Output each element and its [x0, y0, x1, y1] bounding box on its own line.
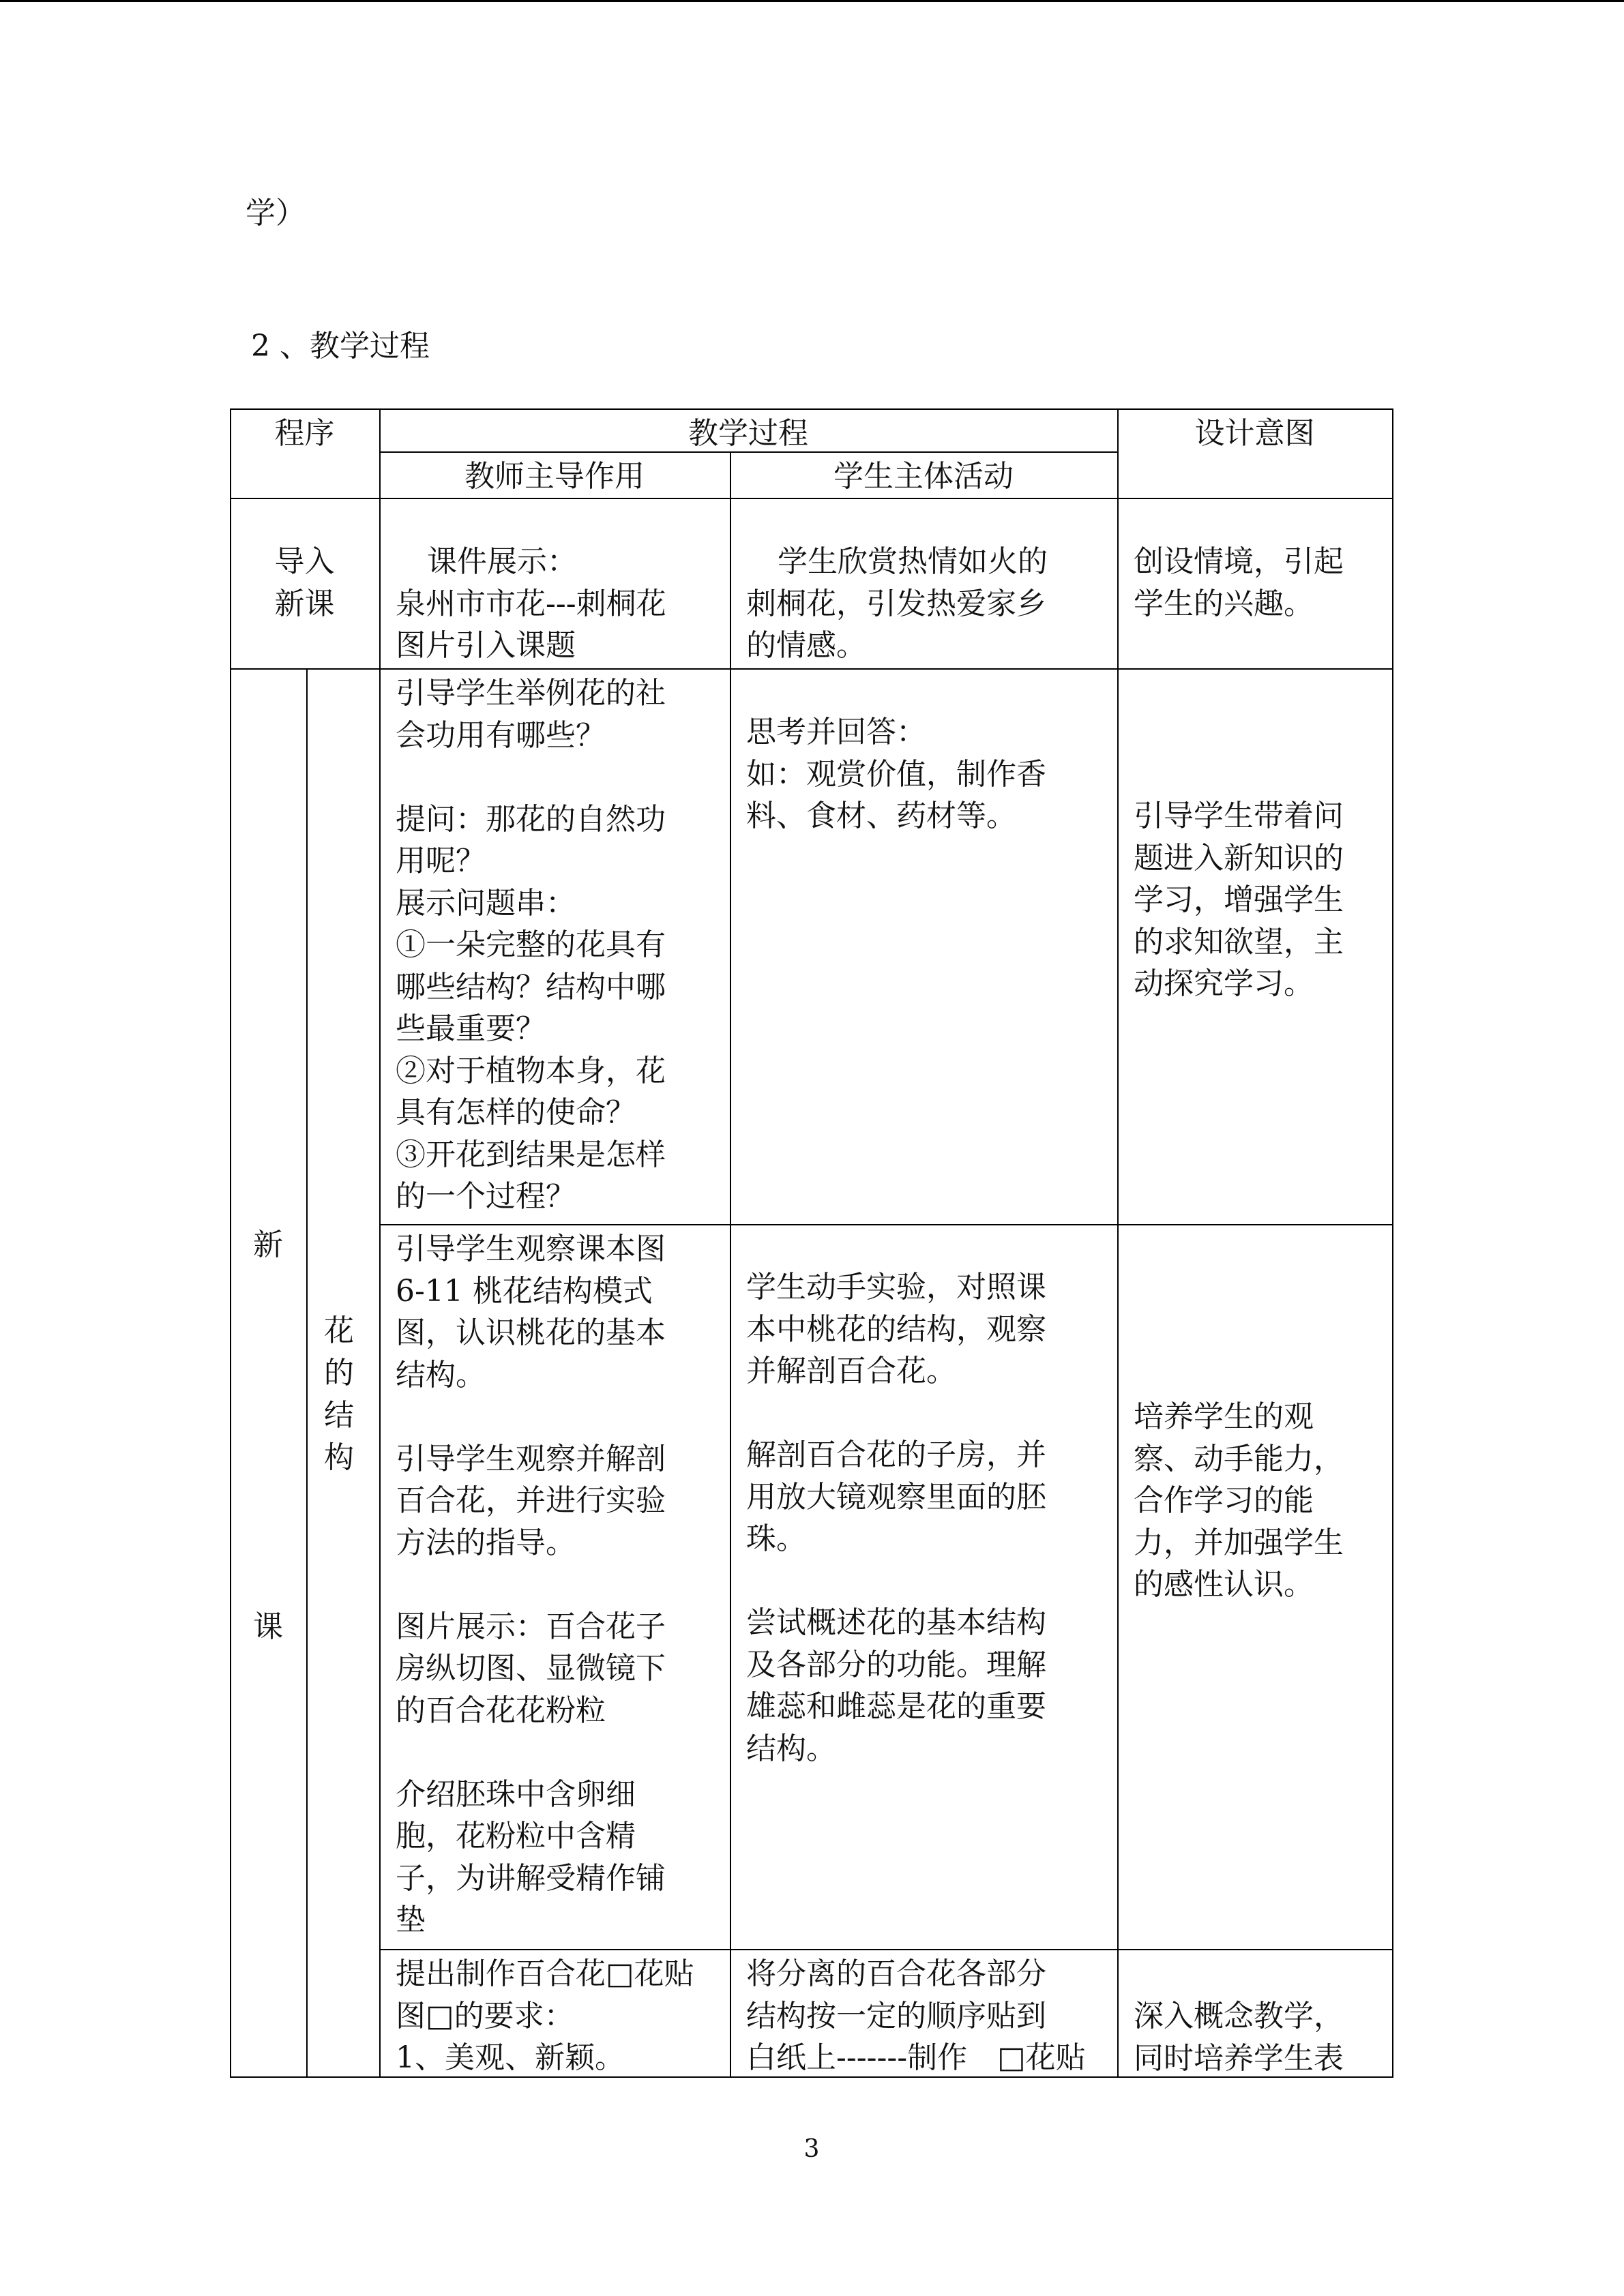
new-lesson-char-lesson: 课 — [253, 1609, 283, 1644]
top-border-line — [0, 0, 1624, 2]
header-student-activity: 学生主体活动 — [833, 459, 1014, 494]
header-teacher-role: 教师主导作用 — [464, 459, 645, 494]
section-title: 2 、教学过程 — [251, 329, 430, 363]
header-design-intent: 设计意图 — [1194, 416, 1315, 451]
row2-intent-cell: 培养学生的观 察、动手能力， 合作学习的能 力，并加强学生 的感性认识。 — [1134, 1399, 1344, 1602]
intro-intent-cell: 创设情境，引起 学生的兴趣。 — [1134, 544, 1344, 621]
row1-teacher-cell: 引导学生举例花的社 会功用有哪些？ 提问：那花的自然功 用呢？ 展示问题串： ①一朵完整的花具有 哪些结构？结构中哪 些最重要？ ②对于植物本身，花 具有怎样的使命？ ③开花到结果是怎样 的一个过程？ — [396, 676, 666, 1214]
intro-procedure-label: 导入 新课 — [274, 544, 335, 621]
intro-student-cell: 学生欣赏热情如火的 刺桐花，引发热爱家乡 的情感。 — [746, 544, 1048, 663]
flower-structure-label: 花 的 结 构 — [324, 1313, 354, 1475]
text-fragment: 学） — [246, 196, 306, 230]
new-lesson-char-new: 新 — [253, 1227, 283, 1262]
row2-student-cell: 学生动手实验，对照课 本中桃花的结构，观察 并解剖百合花。 解剖百合花的子房，并 用放大镜观察里面的胚 珠。 尝试概述花的基本结构 及各部分的功能。理解 雄蕊和雌蕊是花的重要 结构。 — [746, 1270, 1046, 1766]
header-procedure: 程序 — [274, 416, 335, 451]
row1-intent-cell: 引导学生带着问 题进入新知识的 学习，增强学生 的求知欲望，主 动探究学习。 — [1134, 799, 1344, 1001]
row3-intent-cell: 深入概念教学， 同时培养学生表 — [1134, 1999, 1344, 2076]
row2-teacher-cell: 引导学生观察课本图 6-11 桃花结构模式 图，认识桃花的基本 结构。 引导学生观察并解剖 百合花，并进行实验 方法的指导。 图片展示：百合花子 房纵切图、显微镜下 的百合花花粉粒 介绍胚珠中含卵细 胞，花粉粒中含精 子，为讲解受精作铺 垫 — [396, 1232, 666, 1937]
row3-teacher-cell: 提出制作百合花□花贴 图□的要求： 1、美观、新颖。 — [396, 1956, 694, 2075]
page-number: 3 — [803, 2135, 820, 2163]
row3-student-cell: 将分离的百合花各部分 结构按一定的顺序贴到 白纸上-------制作 □花贴 — [746, 1956, 1086, 2075]
header-teaching-process: 教学过程 — [688, 416, 808, 451]
row1-student-cell: 思考并回答： 如：观赏价值，制作香 料、食材、药材等。 — [746, 715, 1046, 833]
intro-teacher-cell: 课件展示： 泉州市市花---刺桐花 图片引入课题 — [396, 544, 666, 663]
